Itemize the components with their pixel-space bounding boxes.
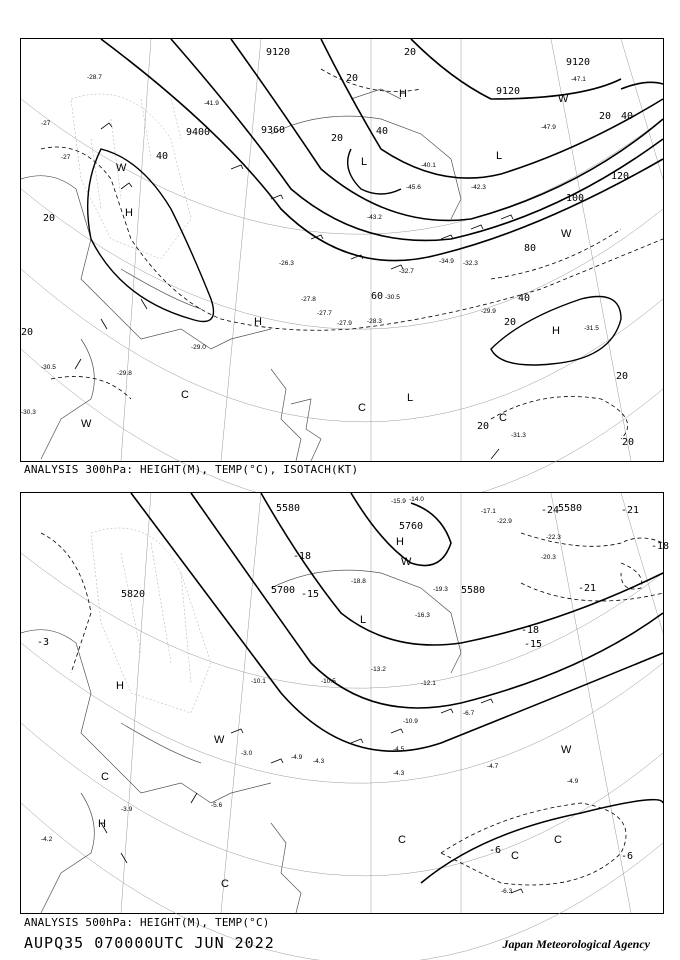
coastlines xyxy=(21,89,461,461)
station-value: -17.1 xyxy=(481,508,496,515)
isotach-label: 80 xyxy=(524,243,537,254)
station-value: -18.8 xyxy=(351,578,366,585)
temp-label: -6 xyxy=(489,845,502,856)
station-value: -4.7 xyxy=(487,763,499,770)
isotach-label: 20 xyxy=(404,47,417,58)
isotach-label: 20 xyxy=(616,371,629,382)
height-label: 5580 xyxy=(276,503,301,514)
height-contours xyxy=(101,39,663,261)
cold-center: C xyxy=(181,389,189,401)
station-value: -20.3 xyxy=(541,554,556,561)
station-value: -29.0 xyxy=(191,344,206,351)
station-value: -12.1 xyxy=(421,680,436,687)
station-value: -27.8 xyxy=(301,296,316,303)
temp-label: -15 xyxy=(524,639,543,650)
isotach-label: 40 xyxy=(518,293,531,304)
station-value: -4.3 xyxy=(393,770,405,777)
height-label: 5760 xyxy=(399,521,424,532)
map-panel-300hpa xyxy=(20,38,664,462)
temp-label: -3 xyxy=(37,637,50,648)
warm-center: W xyxy=(214,734,225,746)
station-value: -28.3 xyxy=(367,318,382,325)
warm-center: W xyxy=(116,162,127,174)
station-value: -28.7 xyxy=(87,74,102,81)
agency-name: Japan Meteorological Agency xyxy=(502,937,650,951)
station-value: -10.9 xyxy=(403,718,418,725)
height-label: 5700 xyxy=(271,585,296,596)
temperature-contours xyxy=(41,533,663,885)
temp-label: -6 xyxy=(621,851,634,862)
station-value: -41.9 xyxy=(204,100,219,107)
station-value: -29.8 xyxy=(117,370,132,377)
isotach-label: 20 xyxy=(346,73,359,84)
isotach-label: 20 xyxy=(477,421,490,432)
temp-label: -15 xyxy=(301,589,320,600)
station-value: -31.5 xyxy=(584,325,599,332)
graticule xyxy=(21,493,663,960)
wind-barbs xyxy=(75,123,513,459)
station-value: -29.9 xyxy=(481,308,496,315)
map-500hpa-chart xyxy=(21,493,670,913)
cold-center: C xyxy=(511,850,519,862)
high-center: H xyxy=(254,316,262,328)
temp-label: -24 xyxy=(541,505,560,516)
low-center: L xyxy=(361,156,368,168)
temp-label: -18 xyxy=(293,551,312,562)
isotach-label: 60 xyxy=(371,291,384,302)
low-center: L xyxy=(496,150,503,162)
height-contours xyxy=(131,493,663,883)
height-label: 9360 xyxy=(261,125,286,136)
station-value: -47.1 xyxy=(571,76,586,83)
isotach-label: 20 xyxy=(504,317,517,328)
high-center: H xyxy=(125,207,133,219)
station-value: -27 xyxy=(61,154,71,161)
wind-barbs xyxy=(101,699,523,893)
hatched-area xyxy=(71,94,191,259)
caption-500hpa: ANALYSIS 500hPa: HEIGHT(M), TEMP(°C) xyxy=(24,916,270,929)
high-center: H xyxy=(396,536,404,548)
station-value: -13.2 xyxy=(371,666,386,673)
height-label: 9400 xyxy=(186,127,211,138)
isotach-label: 20 xyxy=(43,213,56,224)
station-value: -10.5 xyxy=(321,678,336,685)
station-value: -14.0 xyxy=(409,496,424,503)
height-label: 9120 xyxy=(496,86,521,97)
station-value: -34.9 xyxy=(439,258,454,265)
station-value: -6.7 xyxy=(463,710,475,717)
station-value: -30.3 xyxy=(21,409,36,416)
height-label: 9120 xyxy=(266,47,291,58)
height-label: 5820 xyxy=(121,589,146,600)
temp-label: -18 xyxy=(651,541,670,552)
isotach-label: 100 xyxy=(566,193,585,204)
temp-label: -18 xyxy=(521,625,540,636)
graticule xyxy=(21,39,663,510)
high-center: H xyxy=(552,325,560,337)
station-value: -42.3 xyxy=(471,184,486,191)
station-value: -19.3 xyxy=(433,586,448,593)
height-label: 5580 xyxy=(558,503,583,514)
cold-center: C xyxy=(499,412,507,424)
station-value: -4.9 xyxy=(567,778,579,785)
warm-center: W xyxy=(561,228,572,240)
station-value: -15.9 xyxy=(391,498,406,505)
station-value: -32.3 xyxy=(463,260,478,267)
station-value: -30.5 xyxy=(385,294,400,301)
coastlines xyxy=(21,570,461,913)
station-value: -4.3 xyxy=(313,758,325,765)
isotach-label: 40 xyxy=(621,111,634,122)
station-value: -27 xyxy=(41,120,51,127)
high-center: H xyxy=(98,818,106,830)
station-value: -27.7 xyxy=(317,310,332,317)
station-value: -30.5 xyxy=(41,364,56,371)
cold-center: C xyxy=(554,834,562,846)
station-value: -32.7 xyxy=(399,268,414,275)
station-value: -4.2 xyxy=(41,836,53,843)
station-value: -27.9 xyxy=(337,320,352,327)
station-value: -10.1 xyxy=(251,678,266,685)
isotach-label: 120 xyxy=(611,171,630,182)
isotach-label: 20 xyxy=(599,111,612,122)
warm-center: W xyxy=(401,556,412,568)
temp-label: -21 xyxy=(621,505,640,516)
height-label: 9120 xyxy=(566,57,591,68)
station-value: -3.0 xyxy=(241,750,253,757)
caption-300hpa: ANALYSIS 300hPa: HEIGHT(M), TEMP(°C), ISOTACH(KT) xyxy=(24,463,359,476)
low-center: L xyxy=(360,614,367,626)
station-value: -3.9 xyxy=(121,806,133,813)
station-value: -16.3 xyxy=(415,612,430,619)
height-label: 5580 xyxy=(461,585,486,596)
temp-label: -21 xyxy=(578,583,597,594)
high-center: H xyxy=(116,680,124,692)
warm-center: W xyxy=(81,418,92,430)
warm-center: W xyxy=(558,93,569,105)
isotach-label: 20 xyxy=(21,327,34,338)
station-value: -40.1 xyxy=(421,162,436,169)
station-value: -47.9 xyxy=(541,124,556,131)
cold-center: C xyxy=(221,878,229,890)
hatched-area xyxy=(91,528,211,713)
station-value: -22.9 xyxy=(497,518,512,525)
isotach-label: 20 xyxy=(331,133,344,144)
station-value: -22.3 xyxy=(546,534,561,541)
high-center: H xyxy=(399,88,407,100)
warm-center: W xyxy=(561,744,572,756)
cold-center: C xyxy=(358,402,366,414)
station-value: -26.3 xyxy=(279,260,294,267)
map-panel-500hpa xyxy=(20,492,670,914)
low-center: L xyxy=(407,392,414,404)
isotach-label: 40 xyxy=(156,151,169,162)
station-value: -43.2 xyxy=(367,214,382,221)
bulletin-code: AUPQ35 070000UTC JUN 2022 xyxy=(24,934,275,952)
station-value: -45.6 xyxy=(406,184,421,191)
isotach-label: 20 xyxy=(622,437,635,448)
station-value: -4.9 xyxy=(291,754,303,761)
station-value: -6.3 xyxy=(501,888,513,895)
station-values xyxy=(21,74,599,439)
cold-center: C xyxy=(101,771,109,783)
map-300hpa-chart xyxy=(21,39,663,461)
isotach-label: 40 xyxy=(376,126,389,137)
station-value: -31.3 xyxy=(511,432,526,439)
station-value: -5.6 xyxy=(211,802,223,809)
station-value: -4.5 xyxy=(393,746,405,753)
cold-center: C xyxy=(398,834,406,846)
